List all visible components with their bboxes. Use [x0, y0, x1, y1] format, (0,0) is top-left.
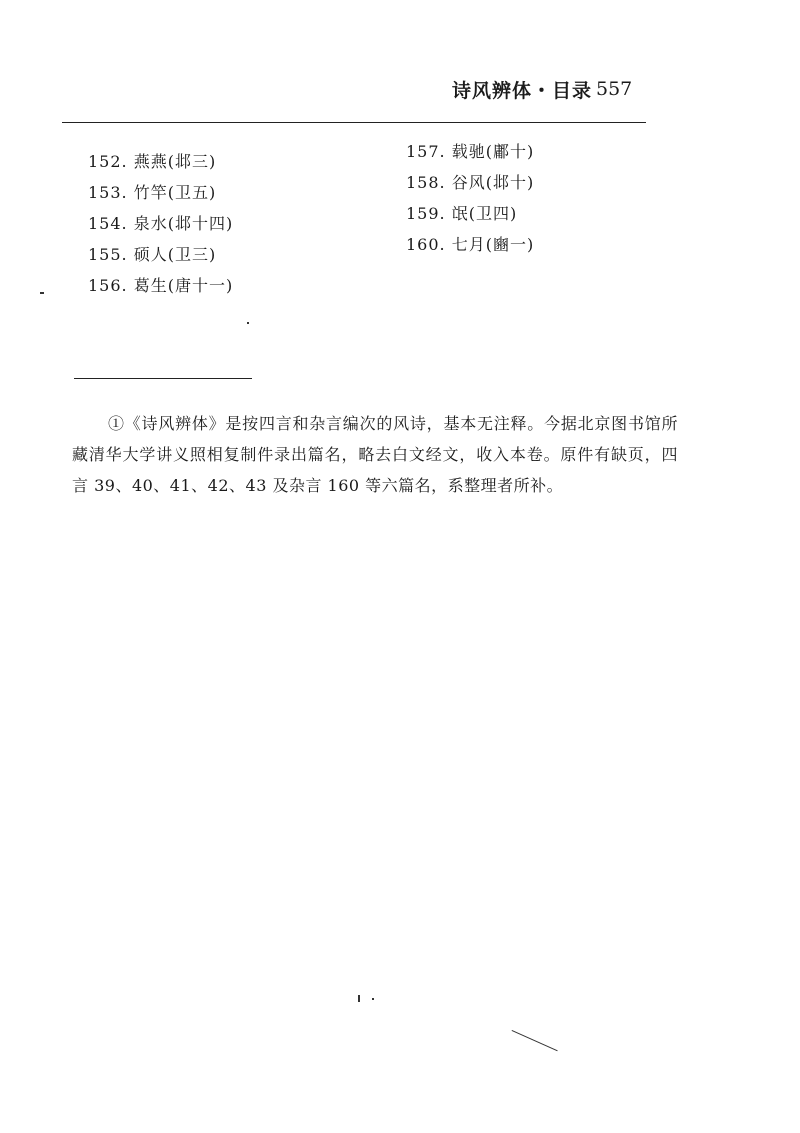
toc-entry: 154. 泉水(邶十四): [88, 214, 234, 233]
toc-entry: 155. 硕人(卫三): [88, 245, 217, 264]
toc-entry: 160. 七月(豳一): [406, 235, 535, 254]
running-header-title: 诗风辨体・目录: [452, 80, 593, 102]
toc-right-column: [406, 136, 534, 260]
scan-speck: [372, 998, 374, 1000]
toc-entry: 157. 载驰(鄘十): [406, 142, 535, 161]
footnote-text: ①《诗风辨体》是按四言和杂言编次的风诗，基本无注释。今据北京图书馆所藏清华大学讲义照相复制件录出篇名，略去白文经文，收入本卷。原件有缺页，四言 39、40、41、42、43 及杂言 160 等六篇名，系整理者所补。: [72, 414, 678, 495]
footnote-divider: [74, 378, 252, 379]
toc-entry: 153. 竹竿(卫五): [88, 183, 217, 202]
page-number: 557: [596, 78, 633, 100]
scan-speck: [358, 995, 360, 1002]
toc-entry: 156. 葛生(唐十一): [88, 276, 234, 295]
toc-entry: 152. 燕燕(邶三): [88, 152, 217, 171]
scan-speck: [40, 292, 44, 294]
toc-entry: 158. 谷风(邶十): [406, 173, 535, 192]
toc-entry: 159. 氓(卫四): [406, 204, 518, 223]
header-divider: [62, 122, 646, 123]
scan-speck: [247, 322, 249, 324]
scan-speck: [512, 1030, 558, 1051]
toc-left-column: [88, 146, 233, 301]
